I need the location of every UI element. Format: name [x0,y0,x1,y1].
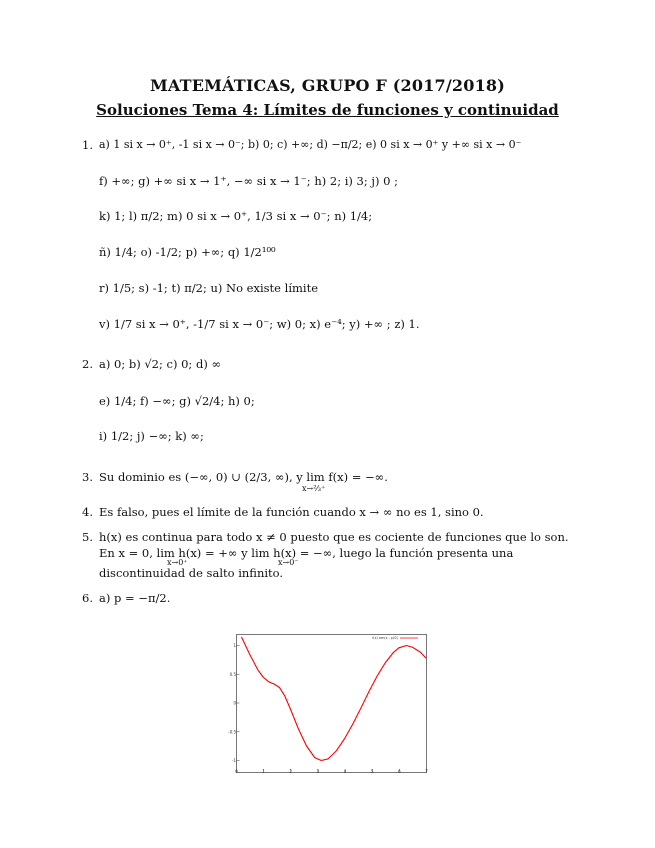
answer-line: a) 1 si x → 0⁺, -1 si x → 0⁻; b) 0; c) +∞; d) −π/2; e) 0 si x → 0⁺ y +∞ si x → 0⁻ [99,138,522,151]
x-tick-label: 7 [425,769,428,774]
answer-line: Su dominio es (−∞, 0) ∪ (2/3, ∞), y lim f(x) = −∞. [99,470,388,484]
answer-line: v) 1/7 si x → 0⁺, -1/7 si x → 0⁻; w) 0; x) e⁻⁴; y) +∞ ; z) 1. [99,317,420,331]
item-number: 2. [82,357,93,371]
item-number: 3. [82,470,93,484]
y-tick-label: -0.5 [228,729,236,735]
item-number: 6. [82,591,93,605]
answer-line: En x = 0, lim h(x) = +∞ y lim h(x) = −∞, luego la función presenta una [99,546,514,560]
function-plot [228,634,428,776]
legend-label: f(x) sen(x - pi/2) [372,636,398,640]
answer-line: f) +∞; g) +∞ si x → 1⁺, −∞ si x → 1⁻; h) 2; i) 3; j) 0 ; [99,174,398,188]
item-number: 5. [82,530,93,544]
x-tick-label: 0 [235,769,238,774]
plot-frame [237,635,427,773]
item-number: 1. [82,138,93,152]
x-tick-label: 6 [398,769,401,774]
limit-subscript: x→0⁺ [167,558,188,567]
y-tick-label: 0.5 [229,671,236,677]
y-tick-label: 0 [233,700,236,706]
x-tick-label: 5 [370,769,374,774]
x-tick-label: 1 [262,769,265,774]
answer-line: a) p = −π/2. [99,591,171,605]
item-number: 4. [82,505,93,519]
limit-subscript: x→0⁻ [278,558,299,567]
answer-line: a) 0; b) √2; c) 0; d) ∞ [99,357,222,371]
x-tick-label: 4 [343,769,347,774]
answer-line: Es falso, pues el límite de la función cuando x → ∞ no es 1, sino 0. [99,505,484,519]
answer-line: e) 1/4; f) −∞; g) √2/4; h) 0; [99,394,255,408]
x-tick-label: 3 [316,769,320,774]
answer-line: discontinuidad de salto infinito. [99,566,284,580]
answer-line: ñ) 1/4; o) -1/2; p) +∞; q) 1/2¹⁰⁰ [99,245,276,259]
page-subtitle: Soluciones Tema 4: Límites de funciones y continuidad [96,101,559,119]
page-title: MATEMÁTICAS, GRUPO F (2017/2018) [149,76,506,95]
answer-line: k) 1; l) π/2; m) 0 si x → 0⁺, 1/3 si x → 0⁻; n) 1/4; [99,209,373,223]
answer-line: i) 1/2; j) −∞; k) ∞; [99,429,204,443]
y-tick-label: 1 [233,643,236,648]
y-tick-label: -1 [232,758,236,763]
answer-line: h(x) es continua para todo x ≠ 0 puesto que es cociente de funciones que lo son. [99,530,569,544]
answer-line: r) 1/5; s) -1; t) π/2; u) No existe límite [99,281,319,295]
limit-subscript: x→⅔⁺ [302,484,326,493]
x-tick-label: 2 [289,769,293,774]
